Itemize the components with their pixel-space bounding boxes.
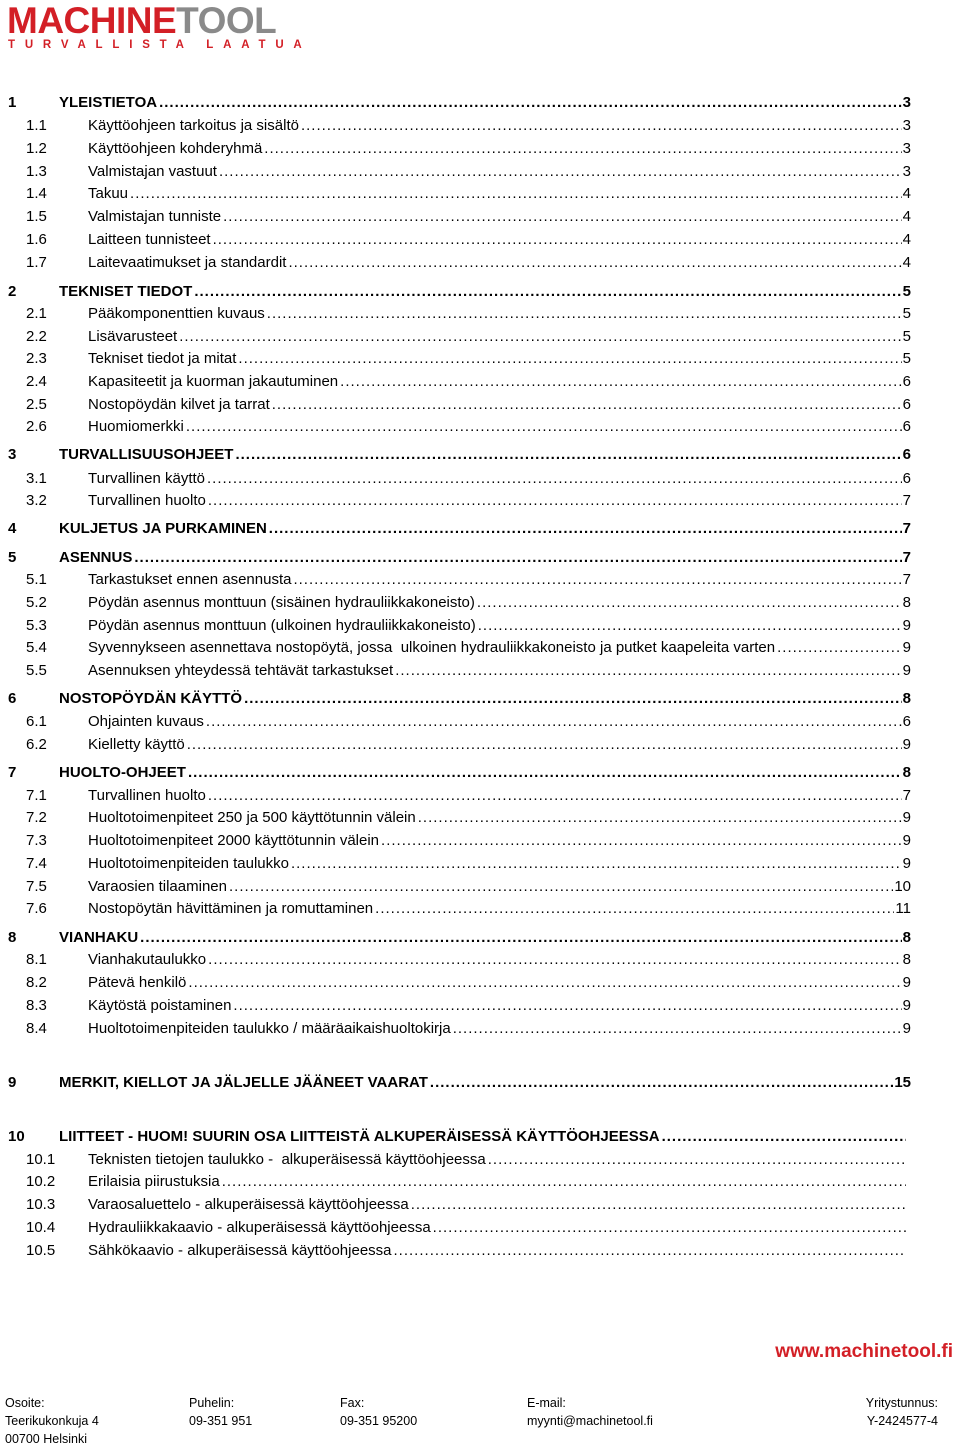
toc-entry-title: Turvallinen huolto bbox=[88, 787, 206, 804]
toc-entry-title: TEKNISET TIEDOT bbox=[59, 283, 193, 300]
toc-entry-number: 6 bbox=[8, 690, 17, 707]
toc-page-number: 3 bbox=[902, 94, 911, 111]
toc-section-entry[interactable] bbox=[0, 973, 911, 993]
toc-dot-leader bbox=[775, 638, 902, 658]
toc-entry-line bbox=[59, 1127, 906, 1147]
toc-entry-title: LIITTEET - HUOM! SUURIN OSA LIITTEISTÄ ALKUPERÄISESSÄ KÄYTTÖOHJEESSA bbox=[59, 1128, 660, 1145]
footer-email bbox=[527, 1394, 653, 1430]
toc-entry-number: 1.1 bbox=[26, 117, 47, 134]
toc-entry-title: VIANHAKU bbox=[59, 929, 139, 946]
toc-chapter-entry[interactable] bbox=[0, 519, 911, 539]
toc-entry-line bbox=[88, 950, 911, 970]
toc-entry-line bbox=[88, 712, 911, 732]
toc-entry-line bbox=[88, 786, 911, 806]
toc-section-entry[interactable] bbox=[0, 327, 911, 347]
toc-page-number: 5 bbox=[902, 305, 911, 322]
toc-entry-number: 2.4 bbox=[26, 373, 47, 390]
toc-page-number: 9 bbox=[902, 809, 911, 826]
toc-entry-line bbox=[88, 735, 911, 755]
toc-page-number: 7 bbox=[902, 492, 911, 509]
logo-tagline: TURVALLISTA LAATUA bbox=[8, 39, 312, 51]
toc-entry-line bbox=[59, 548, 911, 568]
toc-dot-leader bbox=[416, 808, 902, 828]
toc-page-number: 9 bbox=[902, 639, 911, 656]
toc-dot-leader bbox=[262, 139, 901, 159]
toc-section-entry[interactable] bbox=[0, 950, 911, 970]
toc-page-number: 9 bbox=[902, 662, 911, 679]
toc-entry-line bbox=[88, 116, 911, 136]
toc-entry-number: 1.5 bbox=[26, 208, 47, 225]
toc-entry-line bbox=[59, 445, 911, 465]
toc-entry-line bbox=[59, 93, 911, 113]
toc-dot-leader bbox=[217, 162, 902, 182]
toc-chapter-entry[interactable] bbox=[0, 445, 911, 465]
toc-section-entry[interactable] bbox=[0, 469, 911, 489]
toc-dot-leader bbox=[204, 712, 902, 732]
phone-value: 09-351 951 bbox=[189, 1414, 253, 1428]
toc-dot-leader bbox=[186, 763, 902, 783]
toc-dot-leader bbox=[475, 593, 902, 613]
toc-dot-leader bbox=[289, 854, 902, 874]
toc-entry-number: 8 bbox=[8, 929, 17, 946]
toc-page-number: 7 bbox=[902, 520, 911, 537]
toc-entry-title: Kapasiteetit ja kuorman jakautuminen bbox=[88, 373, 339, 390]
toc-entry-number: 10.2 bbox=[26, 1173, 56, 1190]
toc-dot-leader bbox=[392, 1241, 906, 1261]
toc-entry-number: 2.6 bbox=[26, 418, 47, 435]
toc-dot-leader bbox=[206, 950, 902, 970]
toc-entry-title: Nostopöytän hävittäminen ja romuttaminen bbox=[88, 900, 374, 917]
email-label: E-mail: bbox=[527, 1396, 566, 1410]
toc-entry-line bbox=[88, 831, 911, 851]
toc-entry-title: Erilaisia piirustuksia bbox=[88, 1173, 220, 1190]
toc-entry-number: 2 bbox=[8, 283, 17, 300]
toc-page-number: 9 bbox=[902, 974, 911, 991]
toc-section-entry[interactable] bbox=[0, 786, 911, 806]
toc-section-entry[interactable] bbox=[0, 116, 911, 136]
toc-entry-number: 10.3 bbox=[26, 1196, 56, 1213]
toc-page-number: 3 bbox=[902, 140, 911, 157]
toc-section-entry[interactable] bbox=[0, 491, 911, 511]
toc-dot-leader bbox=[206, 786, 902, 806]
toc-entry-line bbox=[88, 899, 911, 919]
toc-entry-line bbox=[88, 661, 911, 681]
toc-entry-number: 1.6 bbox=[26, 231, 47, 248]
toc-entry-title: KULJETUS JA PURKAMINEN bbox=[59, 520, 267, 537]
toc-section-entry[interactable] bbox=[0, 1218, 906, 1238]
toc-entry-number: 7.2 bbox=[26, 809, 47, 826]
toc-entry-title: Varaosien tilaaminen bbox=[88, 878, 227, 895]
toc-page-number: 9 bbox=[902, 1020, 911, 1037]
toc-section-entry[interactable] bbox=[0, 899, 911, 919]
toc-entry-title: Pöydän asennus monttuun (sisäinen hydrauliikkakoneisto) bbox=[88, 594, 475, 611]
toc-entry-line bbox=[88, 395, 911, 415]
toc-dot-leader bbox=[373, 899, 894, 919]
toc-dot-leader bbox=[236, 349, 901, 369]
toc-page-number: 7 bbox=[902, 571, 911, 588]
toc-page-number: 5 bbox=[902, 328, 911, 345]
toc-entry-number: 2.5 bbox=[26, 396, 47, 413]
toc-chapter-entry[interactable] bbox=[0, 93, 911, 113]
toc-entry-number: 1 bbox=[8, 94, 17, 111]
toc-dot-leader bbox=[220, 1172, 906, 1192]
toc-entry-title: Hydrauliikkakaavio - alkuperäisessä käyttöohjeessa bbox=[88, 1219, 431, 1236]
toc-page-number: 8 bbox=[902, 929, 911, 946]
toc-page-number: 6 bbox=[902, 418, 911, 435]
toc-chapter-entry[interactable] bbox=[0, 282, 911, 302]
toc-entry-line bbox=[88, 638, 911, 658]
toc-entry-number: 7 bbox=[8, 764, 17, 781]
toc-page-number: 5 bbox=[902, 350, 911, 367]
toc-dot-leader bbox=[270, 395, 902, 415]
toc-entry-line bbox=[88, 230, 911, 250]
toc-section-entry[interactable] bbox=[0, 593, 911, 613]
toc-section-entry[interactable] bbox=[0, 1019, 911, 1039]
toc-section-entry[interactable] bbox=[0, 661, 911, 681]
footer-address bbox=[5, 1394, 99, 1448]
toc-entry-line bbox=[59, 282, 911, 302]
toc-dot-leader bbox=[431, 1218, 906, 1238]
toc-entry-number: 5.2 bbox=[26, 594, 47, 611]
toc-page-number: 7 bbox=[902, 549, 911, 566]
toc-entry-number: 1.2 bbox=[26, 140, 47, 157]
toc-section-entry[interactable] bbox=[0, 1172, 906, 1192]
toc-entry-number: 1.4 bbox=[26, 185, 47, 202]
toc-dot-leader bbox=[184, 417, 902, 437]
toc-dot-leader bbox=[660, 1127, 906, 1147]
toc-dot-leader bbox=[233, 445, 901, 465]
toc-entry-line bbox=[88, 162, 911, 182]
toc-page-number: 15 bbox=[894, 1074, 911, 1091]
toc-entry-line bbox=[88, 184, 911, 204]
toc-entry-line bbox=[88, 570, 911, 590]
toc-entry-number: 2.1 bbox=[26, 305, 47, 322]
address-line-2: 00700 Helsinki bbox=[5, 1432, 87, 1446]
toc-section-entry[interactable] bbox=[0, 230, 911, 250]
email-value[interactable]: myynti@machinetool.fi bbox=[527, 1414, 653, 1428]
toc-entry-title: Pääkomponenttien kuvaus bbox=[88, 305, 265, 322]
toc-entry-number: 3.2 bbox=[26, 492, 47, 509]
website-link[interactable]: www.machinetool.fi bbox=[775, 1341, 953, 1362]
toc-entry-title: Turvallinen huolto bbox=[88, 492, 206, 509]
toc-page-number: 8 bbox=[902, 690, 911, 707]
toc-entry-number: 5.5 bbox=[26, 662, 47, 679]
toc-dot-leader bbox=[132, 548, 901, 568]
toc-entry-number: 1.3 bbox=[26, 163, 47, 180]
toc-entry-title: Laitteen tunnisteet bbox=[88, 231, 211, 248]
toc-dot-leader bbox=[486, 1150, 906, 1170]
toc-section-entry[interactable] bbox=[0, 162, 911, 182]
toc-entry-line bbox=[88, 1172, 906, 1192]
toc-entry-title: Takuu bbox=[88, 185, 129, 202]
toc-dot-leader bbox=[211, 230, 902, 250]
toc-dot-leader bbox=[185, 735, 902, 755]
toc-page-number: 9 bbox=[902, 832, 911, 849]
toc-entry-number: 5.3 bbox=[26, 617, 47, 634]
toc-entry-title: Laitevaatimukset ja standardit bbox=[88, 254, 287, 271]
toc-dot-leader bbox=[227, 877, 893, 897]
toc-page-number: 4 bbox=[902, 231, 911, 248]
toc-entry-line bbox=[88, 593, 911, 613]
toc-entry-number: 10.5 bbox=[26, 1242, 56, 1259]
toc-entry-title: Käyttöohjeen kohderyhmä bbox=[88, 140, 263, 157]
toc-entry-title: Käyttöohjeen tarkoitus ja sisältö bbox=[88, 117, 299, 134]
toc-entry-line bbox=[88, 808, 911, 828]
toc-entry-title: HUOLTO-OHJEET bbox=[59, 764, 186, 781]
toc-entry-line bbox=[88, 996, 911, 1016]
toc-section-entry[interactable] bbox=[0, 253, 911, 273]
toc-section-entry[interactable] bbox=[0, 1150, 906, 1170]
toc-entry-line bbox=[88, 877, 911, 897]
toc-dot-leader bbox=[286, 253, 901, 273]
toc-entry-title: Asennuksen yhteydessä tehtävät tarkastukset bbox=[88, 662, 394, 679]
toc-chapter-entry[interactable] bbox=[0, 1073, 911, 1093]
toc-entry-title: Turvallinen käyttö bbox=[88, 470, 205, 487]
toc-entry-title: Tarkastukset ennen asennusta bbox=[88, 571, 292, 588]
toc-entry-number: 5.1 bbox=[26, 571, 47, 588]
toc-entry-title: ASENNUS bbox=[59, 549, 133, 566]
toc-entry-number: 8.2 bbox=[26, 974, 47, 991]
address-label: Osoite: bbox=[5, 1396, 45, 1410]
toc-dot-leader bbox=[393, 661, 901, 681]
toc-dot-leader bbox=[157, 93, 902, 113]
toc-entry-number: 9 bbox=[8, 1074, 17, 1091]
toc-section-entry[interactable] bbox=[0, 349, 911, 369]
footer-phone bbox=[189, 1394, 252, 1430]
toc-entry-line bbox=[88, 1241, 906, 1261]
toc-entry-title: Lisävarusteet bbox=[88, 328, 178, 345]
toc-dot-leader bbox=[177, 327, 901, 347]
toc-entry-line bbox=[88, 139, 911, 159]
toc-entry-number: 10 bbox=[8, 1128, 25, 1145]
toc-entry-line bbox=[88, 1150, 906, 1170]
toc-entry-number: 7.3 bbox=[26, 832, 47, 849]
toc-entry-title: Tekniset tiedot ja mitat bbox=[88, 350, 237, 367]
toc-section-entry[interactable] bbox=[0, 831, 911, 851]
toc-entry-line bbox=[59, 689, 911, 709]
toc-page-number: 6 bbox=[902, 396, 911, 413]
toc-section-entry[interactable] bbox=[0, 207, 911, 227]
toc-section-entry[interactable] bbox=[0, 877, 911, 897]
toc-entry-line bbox=[88, 304, 911, 324]
toc-section-entry[interactable] bbox=[0, 808, 911, 828]
toc-entry-title: Syvennykseen asennettava nostopöytä, jossa ulkoinen hydrauliikkakoneisto ja putket kaapeleita varten bbox=[88, 639, 776, 656]
toc-entry-line bbox=[88, 973, 911, 993]
toc-entry-line bbox=[59, 928, 911, 948]
toc-entry-line bbox=[59, 519, 911, 539]
toc-dot-leader bbox=[299, 116, 902, 136]
fax-label: Fax: bbox=[340, 1396, 365, 1410]
toc-entry-number: 4 bbox=[8, 520, 17, 537]
toc-entry-title: Valmistajan tunniste bbox=[88, 208, 222, 225]
toc-section-entry[interactable] bbox=[0, 304, 911, 324]
toc-entry-title: Ohjainten kuvaus bbox=[88, 713, 204, 730]
toc-entry-title: Huoltotoimenpiteiden taulukko bbox=[88, 855, 289, 872]
toc-entry-line bbox=[88, 372, 911, 392]
toc-page-number: 6 bbox=[902, 373, 911, 390]
toc-entry-number: 10.1 bbox=[26, 1151, 56, 1168]
toc-entry-title: Kielletty käyttö bbox=[88, 736, 185, 753]
toc-entry-title: Pöydän asennus monttuun (ulkoinen hydrauliikkakoneisto) bbox=[88, 617, 476, 634]
toc-entry-title: Valmistajan vastuut bbox=[88, 163, 217, 180]
company-id-value: Y-2424577-4 bbox=[866, 1414, 938, 1428]
toc-page-number: 10 bbox=[894, 878, 911, 895]
toc-entry-title: Huoltotoimenpiteiden taulukko / määräaikaishuoltokirja bbox=[88, 1020, 451, 1037]
company-id-label: Yritystunnus: bbox=[865, 1396, 938, 1410]
toc-page-number: 9 bbox=[902, 855, 911, 872]
toc-dot-leader bbox=[476, 616, 902, 636]
toc-entry-number: 7.4 bbox=[26, 855, 47, 872]
toc-page-number: 4 bbox=[902, 208, 911, 225]
toc-entry-line bbox=[59, 763, 911, 783]
toc-entry-line bbox=[88, 1218, 906, 1238]
toc-entry-line bbox=[88, 327, 911, 347]
toc-entry-title: Huomiomerkki bbox=[88, 418, 184, 435]
toc-dot-leader bbox=[291, 570, 901, 590]
toc-dot-leader bbox=[451, 1019, 902, 1039]
toc-dot-leader bbox=[338, 372, 902, 392]
toc-chapter-entry[interactable] bbox=[0, 548, 911, 568]
toc-entry-number: 10.4 bbox=[26, 1219, 56, 1236]
toc-entry-line bbox=[88, 207, 911, 227]
toc-entry-title: Teknisten tietojen taulukko - alkuperäisessä käyttöohjeessa bbox=[88, 1151, 486, 1168]
toc-dot-leader bbox=[138, 928, 901, 948]
toc-dot-leader bbox=[205, 469, 902, 489]
toc-page-number: 6 bbox=[902, 713, 911, 730]
toc-page-number: 3 bbox=[902, 117, 911, 134]
toc-chapter-entry[interactable] bbox=[0, 763, 911, 783]
toc-entry-title: TURVALLISUUSOHJEET bbox=[59, 446, 234, 463]
toc-page-number: 8 bbox=[902, 764, 911, 781]
toc-entry-line bbox=[88, 616, 911, 636]
toc-chapter-entry[interactable] bbox=[0, 1127, 906, 1147]
footer-company-id bbox=[866, 1394, 938, 1430]
toc-entry-line bbox=[88, 491, 911, 511]
toc-entry-title: MERKIT, KIELLOT JA JÄLJELLE JÄÄNEET VAARAT bbox=[59, 1074, 428, 1091]
toc-entry-title: Huoltotoimenpiteet 250 ja 500 käyttötunnin välein bbox=[88, 809, 416, 826]
toc-entry-title: Käytöstä poistaminen bbox=[88, 997, 232, 1014]
toc-section-entry[interactable] bbox=[0, 996, 911, 1016]
toc-entry-line bbox=[88, 417, 911, 437]
logo-word-tool: TOOL bbox=[176, 0, 277, 41]
toc-dot-leader bbox=[221, 207, 902, 227]
toc-dot-leader bbox=[242, 689, 902, 709]
toc-section-entry[interactable] bbox=[0, 638, 911, 658]
toc-entry-number: 3 bbox=[8, 446, 17, 463]
toc-dot-leader bbox=[428, 1073, 893, 1093]
toc-dot-leader bbox=[192, 282, 901, 302]
toc-entry-number: 7.6 bbox=[26, 900, 47, 917]
toc-entry-line bbox=[88, 1195, 906, 1215]
toc-entry-number: 7.5 bbox=[26, 878, 47, 895]
toc-section-entry[interactable] bbox=[0, 854, 911, 874]
toc-section-entry[interactable] bbox=[0, 395, 911, 415]
logo-word-machine: MACHINE bbox=[7, 0, 177, 41]
toc-entry-title: Vianhakutaulukko bbox=[88, 951, 207, 968]
toc-page-number: 9 bbox=[902, 736, 911, 753]
toc-entry-title: Huoltotoimenpiteet 2000 käyttötunnin välein bbox=[88, 832, 380, 849]
toc-dot-leader bbox=[265, 304, 902, 324]
toc-page-number: 11 bbox=[895, 900, 911, 917]
toc-page-number: 8 bbox=[902, 951, 911, 968]
toc-entry-number: 1.7 bbox=[26, 254, 47, 271]
toc-section-entry[interactable] bbox=[0, 735, 911, 755]
fax-value: 09-351 95200 bbox=[340, 1414, 418, 1428]
toc-section-entry[interactable] bbox=[0, 616, 911, 636]
toc-dot-leader bbox=[206, 491, 902, 511]
toc-section-entry[interactable] bbox=[0, 372, 911, 392]
toc-entry-line bbox=[59, 1073, 911, 1093]
toc-entry-number: 7.1 bbox=[26, 787, 47, 804]
toc-entry-line bbox=[88, 253, 911, 273]
toc-chapter-entry[interactable] bbox=[0, 928, 911, 948]
toc-entry-title: Sähkökaavio - alkuperäisessä käyttöohjeessa bbox=[88, 1242, 392, 1259]
toc-entry-title: NOSTOPÖYDÄN KÄYTTÖ bbox=[59, 690, 243, 707]
toc-entry-number: 2.2 bbox=[26, 328, 47, 345]
toc-dot-leader bbox=[267, 519, 902, 539]
toc-page-number: 5 bbox=[902, 283, 911, 300]
toc-section-entry[interactable] bbox=[0, 712, 911, 732]
toc-section-entry[interactable] bbox=[0, 570, 911, 590]
toc-entry-line bbox=[88, 469, 911, 489]
toc-page-number: 7 bbox=[902, 787, 911, 804]
toc-dot-leader bbox=[379, 831, 902, 851]
toc-entry-number: 8.1 bbox=[26, 951, 47, 968]
toc-section-entry[interactable] bbox=[0, 1241, 906, 1261]
toc-page-number: 9 bbox=[902, 617, 911, 634]
phone-label: Puhelin: bbox=[189, 1396, 235, 1410]
toc-section-entry[interactable] bbox=[0, 417, 911, 437]
toc-entry-title: Nostopöydän kilvet ja tarrat bbox=[88, 396, 270, 413]
toc-dot-leader bbox=[128, 184, 902, 204]
toc-entry-title: YLEISTIETOA bbox=[59, 94, 158, 111]
toc-entry-number: 8.3 bbox=[26, 997, 47, 1014]
toc-entry-number: 6.2 bbox=[26, 736, 47, 753]
toc-entry-number: 2.3 bbox=[26, 350, 47, 367]
toc-page-number: 9 bbox=[902, 997, 911, 1014]
toc-entry-number: 6.1 bbox=[26, 713, 47, 730]
toc-page-number: 3 bbox=[902, 163, 911, 180]
toc-chapter-entry[interactable] bbox=[0, 689, 911, 709]
toc-dot-leader bbox=[409, 1195, 906, 1215]
toc-entry-line bbox=[88, 1019, 911, 1039]
toc-section-entry[interactable] bbox=[0, 184, 911, 204]
toc-section-entry[interactable] bbox=[0, 139, 911, 159]
toc-entry-number: 8.4 bbox=[26, 1020, 47, 1037]
toc-dot-leader bbox=[231, 996, 901, 1016]
toc-page-number: 4 bbox=[902, 185, 911, 202]
toc-entry-line bbox=[88, 854, 911, 874]
toc-entry-line bbox=[88, 349, 911, 369]
toc-entry-number: 5 bbox=[8, 549, 17, 566]
toc-page-number: 6 bbox=[902, 470, 911, 487]
footer-fax bbox=[340, 1394, 417, 1430]
toc-section-entry[interactable] bbox=[0, 1195, 906, 1215]
toc-entry-title: Pätevä henkilö bbox=[88, 974, 187, 991]
toc-entry-title: Varaosaluettelo - alkuperäisessä käyttöohjeessa bbox=[88, 1196, 409, 1213]
toc-dot-leader bbox=[186, 973, 901, 993]
toc-page-number: 8 bbox=[902, 594, 911, 611]
toc-entry-number: 3.1 bbox=[26, 470, 47, 487]
toc-page-number: 4 bbox=[902, 254, 911, 271]
toc-page-number: 6 bbox=[902, 446, 911, 463]
address-line-1: Teerikukonkuja 4 bbox=[5, 1414, 99, 1428]
toc-entry-number: 5.4 bbox=[26, 639, 47, 656]
